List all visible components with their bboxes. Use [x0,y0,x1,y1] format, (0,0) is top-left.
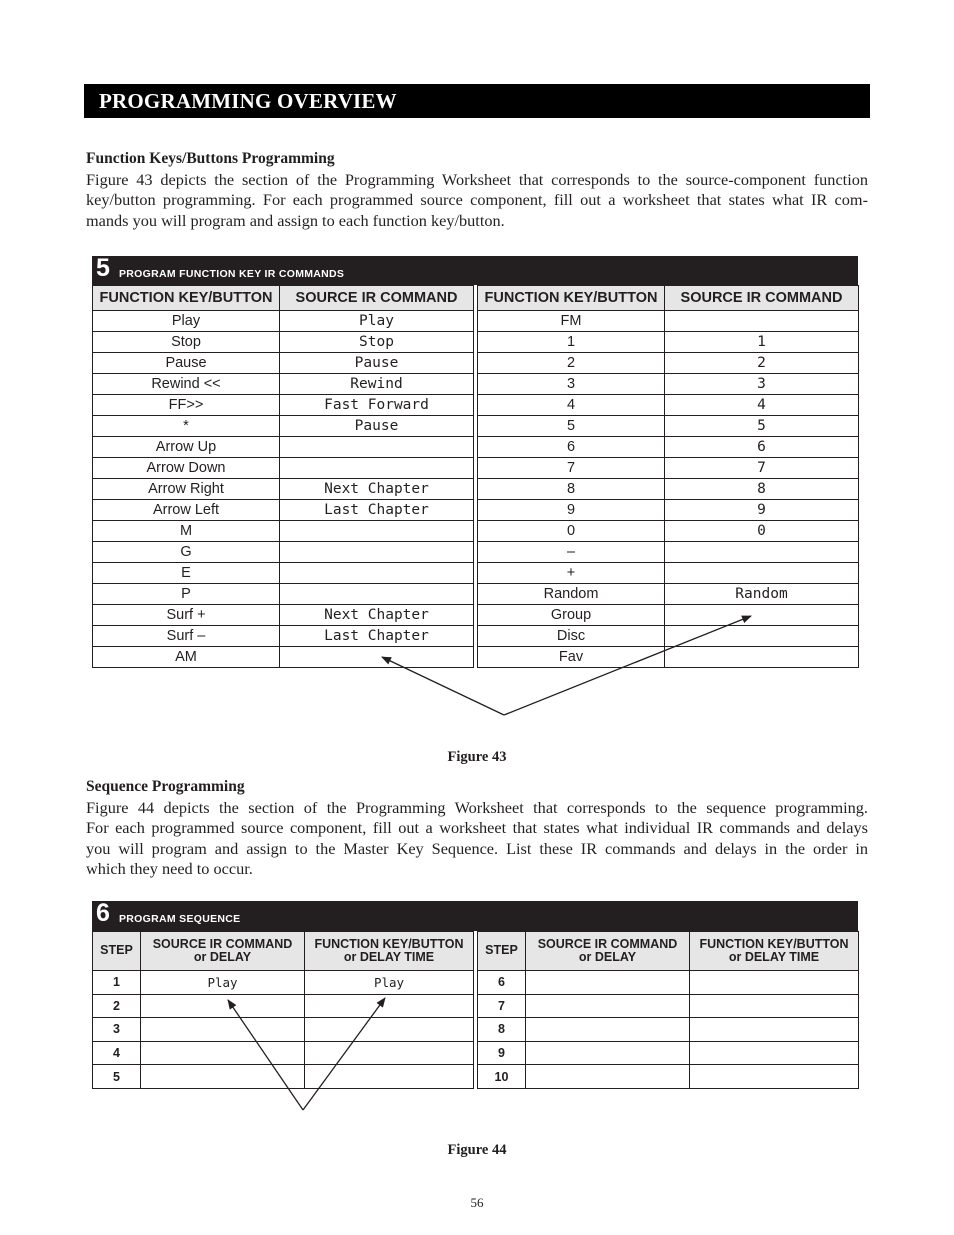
paragraph-line: Figure 44 depicts the section of the Programming Worksheet that corresponds to the sequence programming. [86,798,868,817]
step-cell: 8 [478,1018,526,1042]
function-key-cell: FF>> [93,395,280,416]
source-ir-cell [665,605,859,626]
figure-43-caption: Figure 43 [447,749,507,765]
column-header: SOURCE IR COMMAND [280,286,474,311]
source-ir-cell [526,1018,690,1042]
paragraph-line: Figure 43 depicts the section of the Programming Worksheet that corresponds to the source-component function [86,170,868,189]
column-header: SOURCE IR COMMAND [665,286,859,311]
source-ir-cell [526,971,690,995]
table-row [93,311,859,332]
function-key-cell [690,1018,859,1042]
table-row [93,1018,859,1042]
source-ir-cell: Next Chapter [280,605,474,626]
step-cell: 3 [93,1018,141,1042]
table-row [93,1065,859,1089]
function-key-cell [690,1041,859,1065]
source-ir-cell [280,563,474,584]
source-ir-cell: Pause [280,416,474,437]
function-key-cell: Arrow Left [93,500,280,521]
column-header: SOURCE IR COMMAND or DELAY [526,932,690,971]
worksheet-label: PROGRAM FUNCTION KEY IR COMMANDS [119,268,345,280]
sequence-table [92,931,859,1089]
source-ir-cell [665,311,859,332]
table-row [93,1041,859,1065]
worksheet-number: 6 [96,899,110,927]
step-cell: 2 [93,994,141,1018]
function-key-cell: 6 [478,437,665,458]
paragraph-line: you will program and assign to the Master Key Sequence. List these IR commands and delays in the order in [86,838,868,858]
source-ir-cell: 5 [665,416,859,437]
source-ir-cell [280,458,474,479]
function-key-cell: Stop [93,332,280,353]
table-row [93,353,859,374]
table-row [93,626,859,647]
paragraph-line: which they need to occur. [86,858,253,878]
source-ir-cell: Fast Forward [280,395,474,416]
function-key-cell: E [93,563,280,584]
worksheet-5-header [92,256,858,285]
source-ir-cell: 6 [665,437,859,458]
function-keys-paragraph [86,170,868,231]
table-row [93,416,859,437]
source-ir-cell [665,647,859,668]
function-key-cell: 0 [478,521,665,542]
source-ir-cell [280,521,474,542]
table-row [93,971,859,995]
table-row [93,584,859,605]
source-ir-cell: 1 [665,332,859,353]
source-ir-cell [665,626,859,647]
source-ir-cell [665,563,859,584]
column-header: FUNCTION KEY/BUTTON [478,286,665,311]
table-row [93,605,859,626]
function-keys-heading: Function Keys/Buttons Programming [86,150,335,167]
function-key-cell: Rewind << [93,374,280,395]
table-row [93,395,859,416]
source-ir-cell [280,542,474,563]
source-ir-cell: 9 [665,500,859,521]
source-ir-cell: Pause [280,353,474,374]
column-header: FUNCTION KEY/BUTTON [93,286,280,311]
source-ir-cell: Rewind [280,374,474,395]
table-row [93,521,859,542]
page-number: 56 [470,1195,484,1210]
function-key-cell [305,994,474,1018]
function-key-cell: Disc [478,626,665,647]
source-ir-cell: 4 [665,395,859,416]
table-row [93,437,859,458]
paragraph-line: key/button programming. For each programmed source component, fill out a worksheet that states what IR com- [86,190,868,210]
source-ir-cell: 8 [665,479,859,500]
source-ir-cell: 2 [665,353,859,374]
function-key-cell: G [93,542,280,563]
function-key-cell: Surf + [93,605,280,626]
function-key-cell [305,1018,474,1042]
table-row [93,563,859,584]
column-header: SOURCE IR COMMAND or DELAY [141,932,305,971]
step-cell: 6 [478,971,526,995]
table-row [93,647,859,668]
function-key-cell: Arrow Up [93,437,280,458]
function-key-cell: 3 [478,374,665,395]
table-row [93,994,859,1018]
function-key-cell [305,1065,474,1089]
column-header: STEP [478,932,526,971]
function-key-cell: 9 [478,500,665,521]
table-row [93,542,859,563]
source-ir-cell: 3 [665,374,859,395]
source-ir-cell: Next Chapter [280,479,474,500]
source-ir-cell [141,994,305,1018]
step-cell: 5 [93,1065,141,1089]
source-ir-cell [665,542,859,563]
source-ir-cell [141,1018,305,1042]
function-key-cell: Arrow Down [93,458,280,479]
source-ir-cell [141,1041,305,1065]
section-header-bar [84,84,870,118]
function-key-cell: * [93,416,280,437]
source-ir-cell [526,1065,690,1089]
function-key-cell: Play [305,971,474,995]
source-ir-cell: Play [141,971,305,995]
table-row [93,500,859,521]
step-cell: 10 [478,1065,526,1089]
column-header: STEP [93,932,141,971]
source-ir-cell [280,647,474,668]
function-key-cell: 2 [478,353,665,374]
function-key-cell: Pause [93,353,280,374]
function-key-cell [690,971,859,995]
page-title: PROGRAMMING OVERVIEW [99,89,397,113]
paragraph-line: mands you will program and assign to each function key/button. [86,210,505,230]
source-ir-cell [526,994,690,1018]
function-key-cell: 7 [478,458,665,479]
figure-44-caption: Figure 44 [447,1142,507,1158]
source-ir-cell: 7 [665,458,859,479]
source-ir-cell: Stop [280,332,474,353]
function-key-cell [305,1041,474,1065]
function-key-cell: 5 [478,416,665,437]
step-cell: 9 [478,1041,526,1065]
function-key-cell: Fav [478,647,665,668]
sequence-heading: Sequence Programming [86,778,245,795]
function-key-cell: 4 [478,395,665,416]
function-key-cell: Arrow Right [93,479,280,500]
source-ir-cell: 0 [665,521,859,542]
function-key-cell: Random [478,584,665,605]
step-cell: 7 [478,994,526,1018]
function-key-cell: P [93,584,280,605]
source-ir-cell [141,1065,305,1089]
function-key-cell: FM [478,311,665,332]
column-header: FUNCTION KEY/BUTTON or DELAY TIME [690,932,859,971]
table-row [93,374,859,395]
source-ir-cell: Last Chapter [280,500,474,521]
source-ir-cell [280,437,474,458]
source-ir-cell: Last Chapter [280,626,474,647]
column-header: FUNCTION KEY/BUTTON or DELAY TIME [305,932,474,971]
paragraph-line: For each programmed source component, fill out a worksheet that states what individual IR commands and delays [86,818,868,838]
sequence-paragraph [86,798,868,879]
worksheet-label: PROGRAM SEQUENCE [119,913,241,925]
table-row [93,458,859,479]
step-cell: 1 [93,971,141,995]
function-key-cell: M [93,521,280,542]
function-key-cell [690,994,859,1018]
source-ir-cell [526,1041,690,1065]
function-key-cell: AM [93,647,280,668]
source-ir-cell: Play [280,311,474,332]
worksheet-number: 5 [96,254,110,282]
function-key-cell: Group [478,605,665,626]
table-row [93,332,859,353]
function-key-cell: 1 [478,332,665,353]
table-row [93,479,859,500]
source-ir-cell [280,584,474,605]
step-cell: 4 [93,1041,141,1065]
function-key-cell: Play [93,311,280,332]
function-key-cell: + [478,563,665,584]
function-key-cell [690,1065,859,1089]
function-key-cell: Surf – [93,626,280,647]
function-key-cell: 8 [478,479,665,500]
worksheet-6-header [92,901,858,931]
function-key-table [92,285,859,668]
function-key-cell: – [478,542,665,563]
source-ir-cell: Random [665,584,859,605]
